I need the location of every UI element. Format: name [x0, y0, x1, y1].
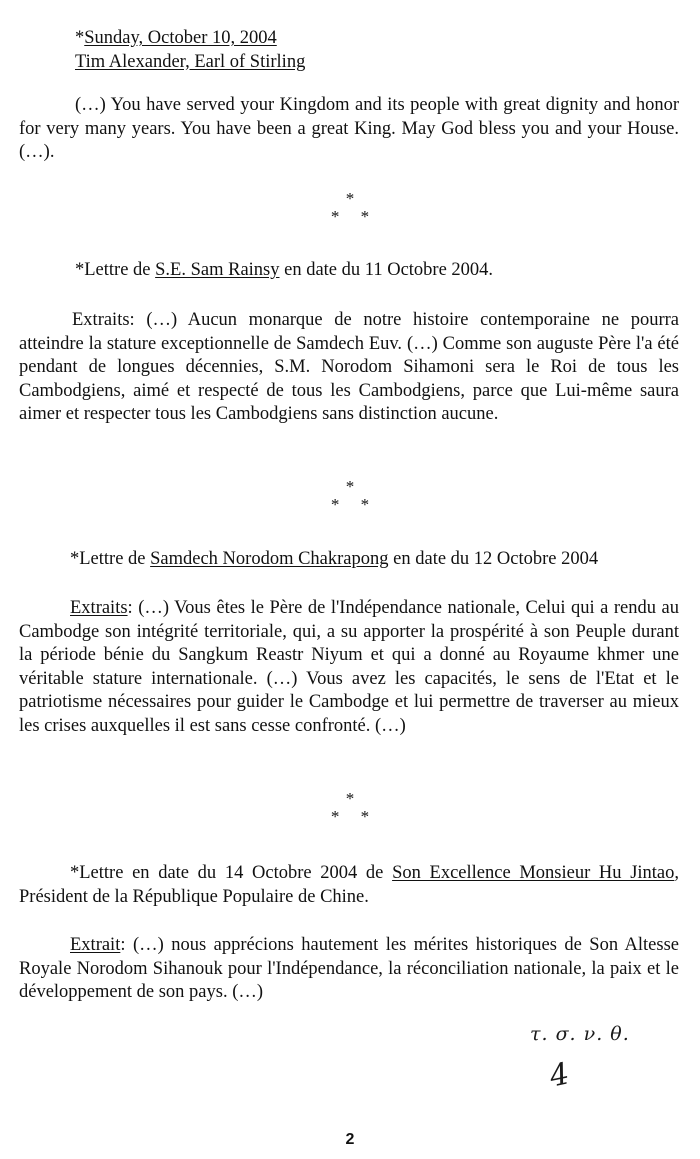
- entry4-suffix: , Président de la République Populaire de Chine.: [19, 863, 680, 907]
- entry4-header: [19, 862, 679, 909]
- entry1-author: Tim Alexander, Earl of Stirling: [75, 51, 306, 72]
- separator-star: *: [345, 789, 355, 808]
- entry3-excerpt-label: Extraits: [70, 598, 128, 618]
- entry2-suffix: en date du 11 Octobre 2004.: [279, 260, 494, 280]
- entry1-text: (…) You have served your Kingdom and its people with great dignity and honor for very many years. You have been a great King. May God bless you and your House. (…).: [19, 95, 679, 162]
- separator-2: [0, 478, 700, 514]
- separator-star: *: [330, 807, 340, 826]
- entry1-header: *Sunday, October 10, 2004 Tim Alexander, Earl of Stirling: [75, 28, 306, 72]
- separator-star: *: [360, 495, 370, 514]
- separator-1: [0, 190, 700, 226]
- separator-star: *: [330, 207, 340, 226]
- entry4-excerpt-label: Extrait: [70, 935, 121, 955]
- entry1-date: Sunday, October 10, 2004: [84, 28, 277, 48]
- entry1-paragraph: [19, 94, 679, 165]
- entry2-header: [75, 259, 675, 283]
- entry2-sender: S.E. Sam Rainsy: [155, 260, 280, 280]
- entry4-sender: Son Excellence Monsieur Hu Jintao: [392, 863, 675, 883]
- entry2-excerpt-label: Extraits:: [72, 310, 135, 330]
- entry3-header: [70, 548, 680, 572]
- separator-star: *: [360, 807, 370, 826]
- handwritten-mark: 4: [546, 1056, 573, 1095]
- entry2-prefix: *Lettre de: [75, 260, 156, 280]
- separator-star: *: [345, 189, 355, 208]
- entry4-prefix: *Lettre en date du 14 Octobre 2004 de: [70, 863, 393, 883]
- entry3-paragraph: [19, 597, 679, 738]
- separator-star: *: [360, 207, 370, 226]
- entry2-paragraph: [19, 309, 679, 427]
- entry3-sender: Samdech Norodom Chakrapong: [150, 549, 389, 569]
- handwritten-initials: τ. σ. ν. θ.: [530, 1023, 630, 1045]
- entry3-prefix: *Lettre de: [70, 549, 151, 569]
- separator-3: [0, 790, 700, 826]
- separator-star: *: [345, 477, 355, 496]
- entry3-text: : (…) Vous êtes le Père de l'Indépendance nationale, Celui qui a rendu au Cambodge son intégrité territoriale, qui, a su apporter la prospérité à son Peuple durant la période bénie du Sangkum Reastr Niyum et qui a donné au Royaume khmer une véritable stature internationale. (…) Vous avez les capacités, le sens de l'Etat et le patriotisme nécessaires pour guider le Cambodge et lui permettre de traverser au mieux les crises auxquelles il est sans cesse confronté. (…): [19, 598, 679, 736]
- separator-star: *: [330, 495, 340, 514]
- page-number: 2: [345, 1131, 355, 1148]
- entry4-paragraph: [19, 934, 679, 1005]
- entry4-text: : (…) nous apprécions hautement les mérites historiques de Son Altesse Royale Norodom Sihanouk pour l'Indépendance, la réconciliation nationale, la paix et le développement de son pays. (…): [19, 935, 679, 1002]
- entry3-suffix: en date du 12 Octobre 2004: [388, 549, 599, 569]
- entry2-text: (…) Aucun monarque de notre histoire contemporaine ne pourra atteindre la stature exceptionnelle de Samdech Euv. (…) Comme son auguste Père l'a été pendant de longues décennies, S.M. Norodom Sihamoni sera le Roi de tous les Cambodgiens, aimé et respecté de tous les Cambodgiens, parce que Lui-même saura aimer et respecter tous les Cambodgiens sans distinction aucune.: [19, 310, 679, 424]
